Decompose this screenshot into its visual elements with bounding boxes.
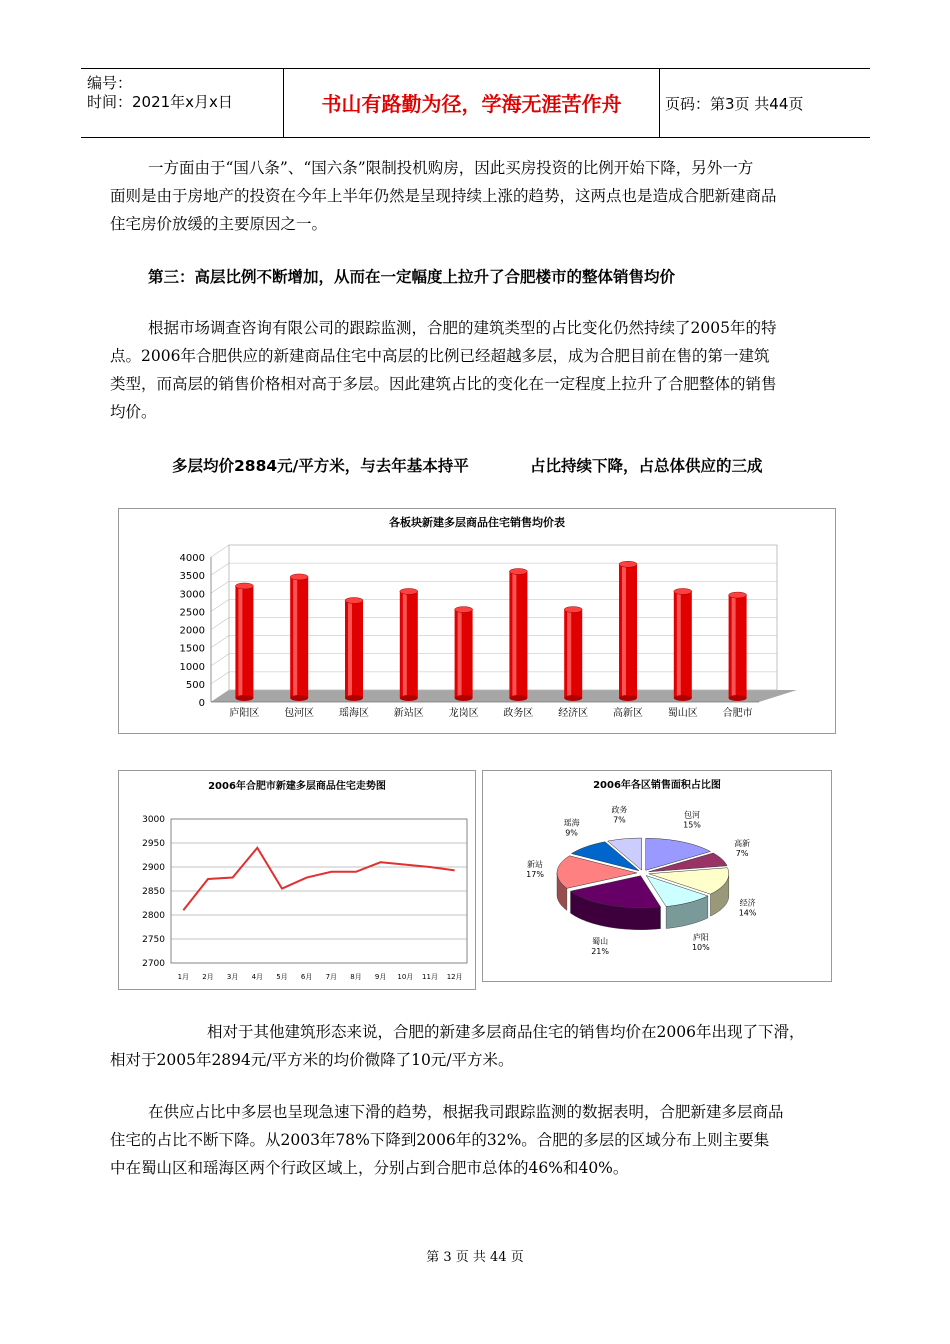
para2-line4: 均价。: [110, 403, 157, 421]
bar-base: [619, 695, 637, 701]
x-tick-label: 龙岗区: [448, 708, 479, 719]
bar: [345, 601, 363, 699]
bar-highlight: [293, 577, 297, 698]
para2-line1: 根据市场调查咨询有限公司的跟踪监测，合肥的建筑类型的占比变化仍然持续了2005年的特: [148, 319, 777, 337]
y-tick-label: 3500: [179, 571, 205, 583]
bar: [509, 572, 527, 699]
x-tick-label: 10月: [397, 973, 414, 981]
bar-top: [345, 598, 363, 604]
bar-highlight: [512, 572, 516, 699]
y-tick-label: 2750: [142, 935, 165, 945]
y-tick-label: 1000: [179, 661, 205, 673]
x-tick-label: 4月: [251, 973, 264, 981]
para4-line2: 住宅的占比不断下降。从2003年78%下降到2006年的32%。合肥的多层的区域分布上则主要集: [110, 1131, 770, 1149]
bar: [455, 610, 473, 698]
x-tick-label: 包河区: [284, 708, 315, 719]
y-tick-label: 2500: [179, 607, 205, 619]
x-tick-label: 新站区: [393, 708, 424, 719]
x-tick-label: 蜀山区: [667, 708, 698, 719]
y-tick-label: 0: [198, 698, 205, 709]
pie-slice-label: 蜀山: [592, 937, 609, 947]
bar-highlight: [567, 610, 571, 698]
bar: [729, 595, 747, 698]
y-tick-label: 3000: [179, 589, 205, 601]
y-tick-label: 2950: [142, 839, 165, 849]
bar-base: [235, 695, 253, 701]
header-page-label: 页码：第3页 共44页: [665, 95, 804, 113]
bar: [619, 564, 637, 698]
bar-base: [345, 695, 363, 701]
bar-chart-title: 各板块新建多层商品住宅销售均价表: [389, 516, 565, 529]
x-tick-label: 1月: [177, 973, 190, 981]
x-tick-label: 3月: [226, 973, 239, 981]
bar-highlight: [622, 564, 626, 698]
page-header: [81, 68, 870, 138]
bar-top: [455, 607, 473, 613]
y-tick-label: 4000: [179, 553, 205, 564]
bar-base: [674, 695, 692, 701]
bar-highlight: [732, 595, 736, 698]
para1-line1: 一方面由于“国八条”、“国六条”限制投机购房，因此买房投资的比例开始下降，另外一方: [148, 159, 754, 177]
para1-line2: 面则是由于房地产的投资在今年上半年仍然是呈现持续上涨的趋势，这两点也是造成合肥新建商品: [110, 187, 777, 205]
bar-top: [290, 574, 308, 580]
y-gridline: [211, 545, 229, 557]
bar-highlight: [677, 591, 681, 698]
para4-line1: 在供应占比中多层也呈现急速下滑的趋势，根据我司跟踪监测的数据表明，合肥新建多层商品: [148, 1103, 784, 1121]
pie-slice-pct: 17%: [526, 870, 544, 880]
x-tick-label: 6月: [300, 973, 313, 981]
bar-top: [619, 561, 637, 567]
bar-base: [509, 695, 527, 701]
header-meta: [81, 69, 284, 137]
pie-slice-label: 经济: [739, 898, 756, 908]
x-tick-label: 2月: [202, 973, 214, 981]
bar-highlight: [403, 591, 407, 698]
bar: [235, 586, 253, 698]
bar-highlight: [238, 586, 242, 698]
bar-top: [564, 607, 582, 613]
pie-chart-frame: [482, 770, 832, 982]
para1-line3: 住宅房价放缓的主要原因之一。: [110, 215, 328, 233]
y-gridline: [211, 599, 229, 611]
y-gridline: [211, 618, 229, 630]
para3-line2: 相对于2005年2894元/平方米的均价微降了10元/平方米。: [110, 1051, 514, 1069]
bar-chart-frame: [118, 508, 836, 734]
y-gridline: [211, 672, 229, 684]
subheading-right: 占比持续下降，占总体供应的三成: [530, 457, 763, 475]
pie-slice-label: 庐阳: [692, 932, 709, 942]
para4-line3: 中在蜀山区和瑶海区两个行政区域上，分别占到合肥市总体的46%和40%。: [110, 1159, 629, 1177]
bar: [290, 577, 308, 698]
y-tick-label: 2700: [142, 959, 165, 969]
bar-top: [729, 592, 747, 598]
page-footer: 第 3 页 共 44 页: [426, 1250, 524, 1265]
y-tick-label: 500: [185, 679, 205, 691]
pie-slice-label: 政务: [611, 805, 628, 815]
y-tick-label: 2900: [142, 863, 165, 873]
pie-slice-label: 瑶海: [563, 818, 580, 828]
x-tick-label: 8月: [350, 973, 362, 981]
pie-chart: [483, 771, 831, 981]
pie-slice-label: 新站: [527, 860, 544, 870]
x-tick-label: 11月: [422, 973, 438, 981]
para2-line3: 类型，而高层的销售价格相对高于多层。因此建筑占比的变化在一定程度上拉升了合肥整体的销售: [110, 375, 777, 393]
para2-line2: 点。2006年合肥供应的新建商品住宅中高层的比例已经超越多层，成为合肥目前在售的第一建筑: [110, 347, 770, 365]
section-heading: 第三：高层比例不断增加，从而在一定幅度上拉升了合肥楼市的整体销售均价: [148, 268, 676, 286]
line-chart-title: 2006年合肥市新建多层商品住宅走势图: [208, 781, 386, 792]
bar-base: [400, 695, 418, 701]
bar-base: [455, 695, 473, 701]
bar-top: [509, 569, 527, 575]
date-label: 时间：2021年x月x日: [87, 93, 233, 111]
y-tick-label: 2800: [142, 911, 165, 921]
pie-slice-pct: 21%: [591, 947, 609, 957]
x-tick-label: 5月: [276, 973, 288, 981]
bar-highlight: [348, 601, 352, 699]
y-tick-label: 2850: [142, 887, 165, 897]
y-gridline: [211, 654, 229, 666]
y-tick-label: 1500: [179, 643, 205, 655]
bar-top: [400, 588, 418, 594]
pie-slice-pct: 9%: [565, 828, 578, 838]
y-gridline: [211, 563, 229, 575]
x-tick-label: 高新区: [613, 708, 643, 719]
x-tick-label: 经济区: [558, 708, 589, 719]
pie-slice-pct: 7%: [613, 815, 626, 825]
pie-slice-pct: 14%: [738, 908, 757, 918]
pie-slice-pct: 10%: [691, 942, 710, 952]
pie-slice-pct: 15%: [683, 820, 701, 830]
bar: [674, 591, 692, 698]
pie-slice-label: 高新: [734, 838, 751, 848]
bar-chart: [119, 509, 835, 733]
x-tick-label: 合肥市: [722, 708, 753, 719]
bar: [564, 610, 582, 698]
bar-base: [564, 695, 582, 701]
subheading-left: 多层均价2884元/平方米，与去年基本持平: [172, 457, 469, 475]
pie-slice-pct: 7%: [735, 848, 749, 858]
code-label: 编号：: [87, 74, 133, 92]
y-tick-label: 2000: [179, 625, 205, 637]
bar-highlight: [458, 610, 462, 698]
x-tick-label: 庐阳区: [229, 708, 260, 719]
x-tick-label: 7月: [325, 973, 338, 981]
y-gridline: [211, 636, 229, 648]
y-tick-label: 3000: [142, 815, 165, 825]
x-tick-label: 12月: [446, 973, 463, 981]
bar-base: [729, 695, 747, 701]
x-tick-label: 瑶海区: [339, 708, 369, 719]
bar-base: [290, 695, 308, 701]
bar-top: [235, 583, 253, 589]
line-chart-frame: [118, 770, 476, 990]
bar-top: [674, 588, 692, 594]
y-gridline: [211, 581, 229, 593]
x-tick-label: 政务区: [503, 708, 534, 719]
pie-slice-label: 包河: [684, 810, 701, 820]
x-tick-label: 9月: [374, 973, 387, 981]
header-motto: 书山有路勤为径，学海无涯苦作舟: [284, 69, 660, 137]
para3-line1: 相对于其他建筑形态来说，合肥的新建多层商品住宅的销售均价在2006年出现了下滑，: [207, 1023, 805, 1041]
bar: [400, 591, 418, 698]
pie-chart-title: 2006年各区销售面积占比图: [593, 780, 721, 791]
line-chart: [119, 771, 475, 989]
